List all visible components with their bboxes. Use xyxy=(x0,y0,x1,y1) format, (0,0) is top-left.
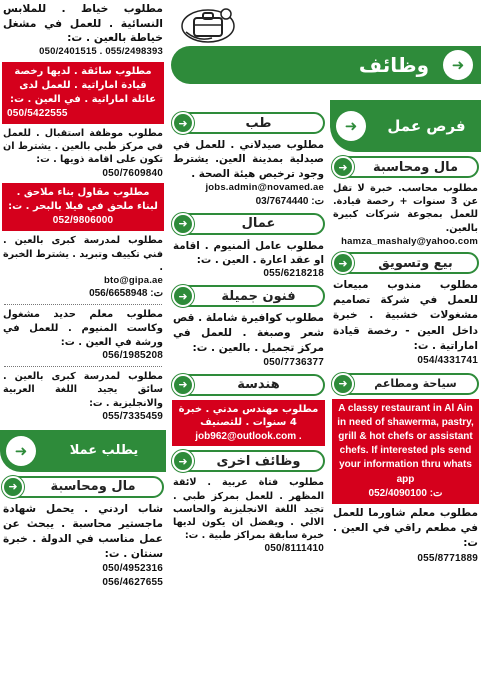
column-middle xyxy=(170,108,327,556)
ad-phone: 050/7609840 xyxy=(102,167,163,179)
separator xyxy=(4,304,162,305)
ad-text: مطلوب مهندس مدني . خبرة 4 سنوات . للتصنيف xyxy=(178,403,319,429)
ad-civil-engineer xyxy=(172,400,325,447)
ad-email: hamza_mashaly@yahoo.com xyxy=(341,235,478,247)
ad-text: مطلوب محاسب. خبرة لا تقل عن 3 سنوات + رخصة قيادة. للعمل بمجوعة شركات كبيرة بالعين. xyxy=(333,183,479,234)
category-finance-seekers xyxy=(2,476,164,498)
ad-receptionist-girl xyxy=(170,476,327,556)
arrow-icon: ➜ xyxy=(332,373,354,395)
arrow-icon: ➜ xyxy=(172,112,194,134)
header-banner xyxy=(171,46,481,84)
arrow-icon: ➜ xyxy=(172,374,194,396)
section-banner-label: فرص عمل xyxy=(387,117,466,135)
ad-shawarma xyxy=(330,506,481,566)
ad-driver xyxy=(0,370,166,424)
ad-phone: 056/4627655 xyxy=(102,577,163,589)
ad-jordanian-accountant xyxy=(0,502,166,591)
category-label: مال ومحاسبة xyxy=(50,479,136,495)
category-label: عمال xyxy=(241,216,276,232)
arrow-icon: ➜ xyxy=(172,213,194,235)
ad-phone: 052/9806000 xyxy=(52,215,114,227)
category-engineering xyxy=(172,374,325,396)
ad-accountant xyxy=(330,182,481,248)
category-label: هندسة xyxy=(237,377,280,393)
ad-phone: 050/2401515 . 055/2498393 xyxy=(39,46,163,58)
category-label: مال ومحاسبة xyxy=(372,159,459,175)
section-banner-job-offers xyxy=(330,100,481,152)
ad-text: مطلوب لمدرسة كبرى بالعين . سائق يجيد اللغة العربية والانجليزية . ت: xyxy=(3,371,163,409)
arrow-icon: ➜ xyxy=(2,476,24,498)
ad-phone: ت: 03/7674440 xyxy=(255,195,324,207)
ad-text: مطلوب مقاول بناء ملاحق . لبناء ملحق في فيلا بالبحر . ت: xyxy=(8,187,158,213)
ad-receptionist xyxy=(0,127,166,181)
ad-phone: 055/6218218 xyxy=(263,268,324,280)
ad-text: مطلوب معلم حديد مشغول وكاست المنيوم . للعمل في ورشة في العين . ت: xyxy=(3,309,163,348)
ad-tailor xyxy=(0,2,166,59)
ad-text: مطلوب كوافيرة شاملة . قص شعر وصبغة . للعمل في مركز تجميل . بالعين . ت: xyxy=(173,312,324,354)
ad-text: A classy restaurant in Al Ain in need of shawerma, pastry, grill & hot chefs or assistant chefs. If interested pls send your information thru whats app xyxy=(337,402,474,485)
ad-contractor xyxy=(2,183,164,231)
arrow-icon: ➜ xyxy=(332,156,354,178)
ad-pharmacist xyxy=(170,138,327,209)
category-sales xyxy=(332,252,479,274)
ad-email: bto@gipa.ae xyxy=(104,275,163,287)
category-medicine xyxy=(172,112,325,134)
column-left xyxy=(0,2,166,590)
ad-text: مطلوب صيدلاني . للعمل في صيدلية بمدينة العين. يشترط وجود ترخيص هيئة الصحة . xyxy=(173,139,324,180)
arrow-icon: ➜ xyxy=(332,252,354,274)
ad-phone: 050/4952316 xyxy=(102,562,163,574)
category-finance xyxy=(332,156,479,178)
category-label: فنون جميلة xyxy=(221,288,296,304)
arrow-icon: ➜ xyxy=(443,50,473,80)
ad-text: مطلوب موظفة استقبال . للعمل في مركز طبي بالعين . يشترط ان تكون على اقامة ذويها . ت: xyxy=(3,127,163,166)
page-title: وظائف xyxy=(358,53,429,77)
ad-text: مطلوب عامل ألمنيوم . اقامة او عقد اعارة . العين . ت: xyxy=(173,239,324,266)
ad-email: job962@outlook.com . xyxy=(195,430,302,442)
ad-phone: 055/8771889 xyxy=(417,552,478,564)
ad-phone: 050/7736377 xyxy=(263,356,324,368)
arrow-icon: ➜ xyxy=(172,285,194,307)
ad-text: مطلوب معلم شاورما للعمل في مطعم راقي في العين . ت: xyxy=(333,506,478,550)
ad-restaurant-chefs xyxy=(332,399,479,504)
ad-phone: 054/4331741 xyxy=(417,355,478,367)
ad-iron-worker xyxy=(0,308,166,363)
ad-text: مطلوب مندوب مبيعات للعمل في شركة تصاميم مشغولات خشبية . خبرة داخل العين - رخصة قيادة اماراتية . ت: xyxy=(333,279,478,352)
section-banner-job-seekers xyxy=(0,430,166,472)
ad-phone: 050/5422555 xyxy=(7,107,68,119)
section-banner-label: يطلب عملا xyxy=(69,442,139,458)
category-workers xyxy=(172,213,325,235)
category-label: بيع وتسويق xyxy=(378,255,453,271)
column-right xyxy=(330,100,481,566)
ad-phone: 055/7335459 xyxy=(102,410,163,422)
category-label: وظائف اخرى xyxy=(216,453,301,469)
ad-ac-technician xyxy=(0,234,166,301)
separator xyxy=(4,366,162,367)
ad-aluminium-worker xyxy=(170,239,327,282)
ad-phone: 056/1985208 xyxy=(102,350,163,362)
ad-phone: ت: 056/6658948 xyxy=(89,288,163,300)
category-tourism xyxy=(332,373,479,395)
ad-text: مطلوب خياط . للملابس النسائية . للعمل في مشغل خياطة بالعين . ت: xyxy=(3,2,163,45)
ad-text: مطلوب فتاة عربية . لائقة المظهر . للعمل بمركز طبي . تجيد اللغة الانجليزية والحاسب الالي . ويفضل ان يكون لديها خبرة سابقة بمراكز طبية . ت: xyxy=(173,477,324,542)
ad-phone: 050/8111410 xyxy=(264,543,324,555)
category-label: طب xyxy=(245,115,272,131)
arrow-icon: ➜ xyxy=(336,111,366,141)
ad-hairdresser xyxy=(170,311,327,369)
ad-sales-rep xyxy=(330,278,481,369)
ad-text: مطلوب لمدرسة كبرى بالعين . فني تكييف وتبريد . يشترط الخبرة . xyxy=(3,235,163,273)
ad-text: شاب اردني . يحمل شهادة ماجستير محاسبة . يبحث عن عمل مناسب في الدولة . خبرة سنتان . ت: xyxy=(3,502,163,560)
arrow-icon: ➜ xyxy=(6,436,36,466)
category-fine-arts xyxy=(172,285,325,307)
category-label: سياحة ومطاعم xyxy=(374,377,457,391)
ad-female-driver xyxy=(2,62,164,124)
arrow-icon: ➜ xyxy=(172,450,194,472)
ad-email: jobs.admin@novamed.ae xyxy=(205,182,324,194)
ad-phone: ت: 052/4090100 xyxy=(368,487,443,499)
category-other-jobs xyxy=(172,450,325,472)
briefcase-logo-icon xyxy=(178,2,238,46)
ad-text: مطلوب سائقة . لديها رخصة قيادة اماراتية . للعمل لدى عائلة اماراتية . في العين . ت: xyxy=(9,65,157,105)
